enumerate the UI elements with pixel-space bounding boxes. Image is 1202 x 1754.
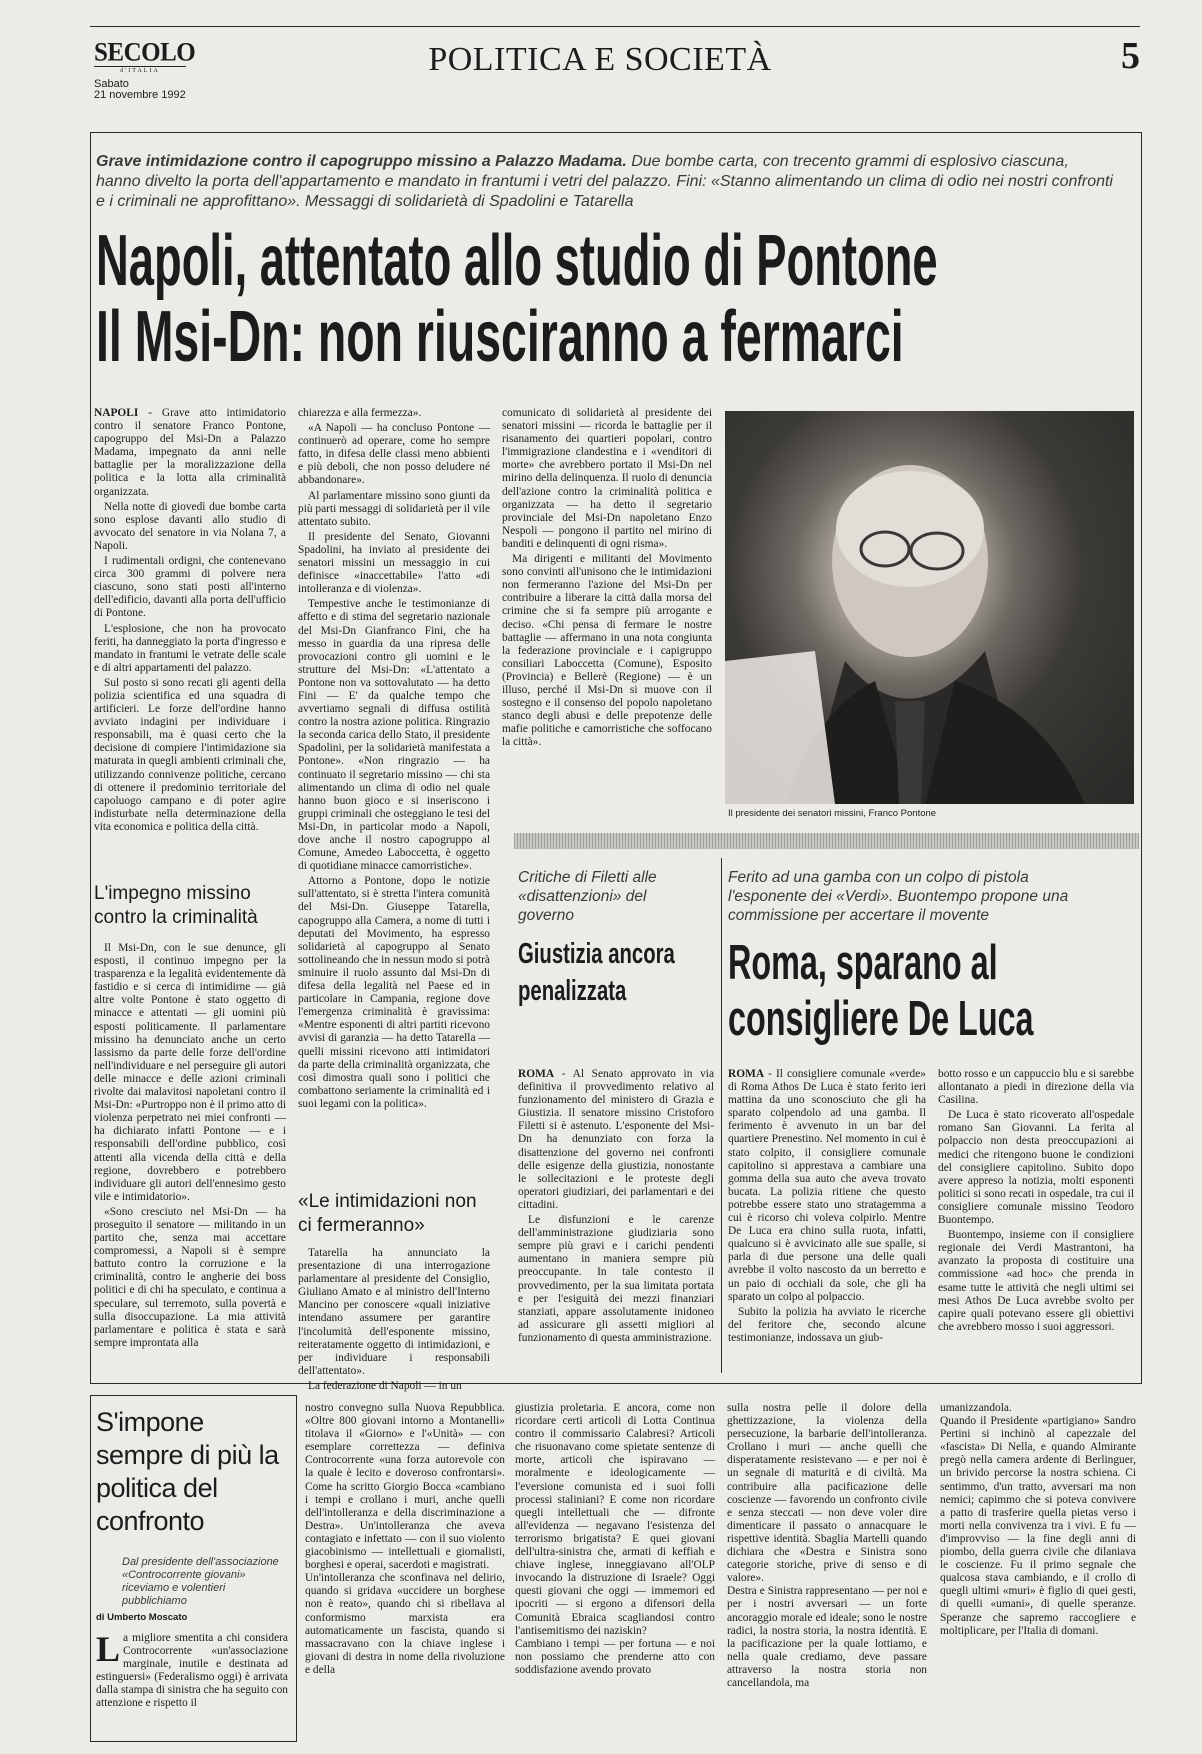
lead-kicker-bold: Grave intimidazione contro il capogruppo missino a Palazzo Madama. <box>96 153 627 170</box>
lead-paragraph: Sul posto si sono recati gli agenti della polizia scientifica ed una squadra di artificieri. Le forze dell'ordine hanno avviato indagini per individuare i responsabili, ma è quasi certo che la decisione di compiere l'intimidazione sia maturata in quegli ambienti criminali che, utilizzando connivenze politiche, cercano di ottenere il predominio territoriale del capoluogo campano e di poter agire indisturbate nella determinazione della vita economica e politica della città. <box>94 676 286 833</box>
roma-headline <box>728 935 1138 1047</box>
confronto-column-2: nostro convegno sulla Nuova Repubblica. «Oltre 800 giovani intorno a Montanelli» titolava il «Giorno» e l'«Unità» — con esemplare correttezza — definiva Controcorrente «una forza autorevole con la quale è lecito e doveroso confrontarsi». Come ha scritto Giorgio Bocca «cambiano i tempi e crollano i muri, anche quelli dell'intolleranza e della discriminazione a Destra». Un'intolleranza che aveva contagiato e infettato — con il suo violento giacobinismo — intellettuali e giornalisti, borghesi e operai, sacerdoti e magistrati. Un'intolleranza che sconfinava nel delirio, quando si gridava «uccidere un borghese non è reato», quando chi si ribellava al conformismo marxista era automaticamente un fascista, quando si massacravano con la chiave inglese i giovani di destra in nome della rivoluzione e della <box>305 1402 505 1676</box>
lead-dateline: NAPOLI <box>94 407 139 419</box>
giustizia-headline-text: Giustizia ancora penalizzata <box>518 938 675 1007</box>
lead-column-1b <box>94 942 286 1370</box>
lead-subhead-1: L'impegno missino contro la criminalità <box>94 883 258 928</box>
confronto-column-1 <box>96 1629 289 1736</box>
lead-paragraph: Al parlamentare missino sono giunti da più parti messaggi di solidarietà per il vile attentato subito. <box>298 489 491 528</box>
lead-kicker <box>96 152 1116 212</box>
roma-paragraph: Buontempo, insieme con il consigliere regionale dei Verdi Mastrantoni, ha avanzato la proposta di costituire una commissione «ad hoc» che prenda in esame tutte le attività che negli ultimi sei mesi Athos De Luca avrebbe svolto per capire quali potevano essere gli obiettivi che avrebbero mosso i suoi aggressori. <box>938 1229 1134 1333</box>
photo-caption: Il presidente dei senatori missini, Franco Pontone <box>728 808 937 819</box>
logo-subtext: d'ITALIA <box>94 66 186 75</box>
lead-subhead-2: «Le intimidazioni non ci fermeranno» <box>298 1191 477 1236</box>
roma-paragraph: De Luca è stato ricoverato all'ospedale romano San Giovanni. La ferita al polpaccio non desta preoccupazioni ai medici che ritengono buone le condizioni del consigliere capitolino. Subito dopo avere appreso la notizia, molti esponenti politici si sono recati in ospedale, tra cui il consigliere comunale missino Teodoro Buontempo. <box>938 1109 1134 1227</box>
confronto-column-4: sulla nostra pelle il dolore della ghettizzazione, la violenza della persecuzione, la barbarie dell'intolleranza. Crollano i muri — anche quelli che disperatamente resistevano — e per noi è un segnale di maturità e di civiltà. Ma contribuire alla pacificazione delle coscienze — favorendo un confronto civile e senza steccati — non deve voler dire dimenticare il passato o annacquare le rispettive identità. Sbaglia Martelli quando dichiara che «Destra e Sinistra sono categorie storiche, prive di senso e di valore». Destra e Sinistra rappresentano — per noi e per i nostri avversari — un forte ancoraggio morale ed ideale; sono le nostre radici, la nostra storia, la nostra identità. E la pacificazione per la quale lottiamo, e nella quale crediamo, deve passare attraverso la nostra storia non cancellandola, ma <box>727 1402 927 1689</box>
drop-cap: L <box>96 1629 121 1669</box>
roma-paragraph-text: - Il consigliere comunale «verde» di Roma Athos De Luca è stato ferito ieri mattina da uno sconosciuto che gli ha sparato colpendolo ad una gamba. Il ferimento è avvenuto in un bar del quartiere Prenestino. Nel momento in cui è stato colpito, il consigliere comunale capitolino si apprestava a cambiare una gomma della sua auto che aveva trovato bucata. La polizia ritiene che questo potrebbe essere stato uno stratagemma a cui è ricorso chi voleva colpirlo. Mentre De Luca era chino sulla ruota, infatti, qualcuno si è avvicinato alle sue spalle, si parla di due persone una delle quali avrebbe il volto nascosto da un berretto e un paio di occhiali da sole, che gli ha sparato un colpo al polpaccio. <box>728 1068 926 1303</box>
lead-paragraph: La federazione di Napoli — in un <box>308 1379 462 1392</box>
lead-paragraph: chiarezza e alla fermezza». <box>298 407 422 419</box>
giustizia-headline <box>518 936 688 1010</box>
giustizia-paragraph-text: - Al Senato approvato in via definitiva il provvedimento relativo al funzionamento del ministero di Grazia e Giustizia. Il senatore missino Cristoforo Filetti si è astenuto. L'esponente del Msi-Dn ha denunziato con forza la disattenzione del governo nei confronti delle esigenze della giustizia, nonostante le sollecitazioni e le proteste degli operatori giudiziari, dei parlamentari e dei cittadini. <box>518 1068 714 1211</box>
lead-headline-1 <box>96 221 1156 301</box>
lead-paragraph: Il Msi-Dn, con le sue denunce, gli esposti, il continuo impegno per la trasparenza e la legalità evidentemente dà fastidio e si cerca di intimidirne — già altre volte Pontone è stato oggetto di minacce e attentati — gli uomini più esposti politicamente. Il parlamentare missino ha denunciato anche un certo lassismo da parte delle forze dell'ordine nell'individuare e nel perseguire gli autori delle minacce e delle azioni criminali rivolte dai malavitosi napoletani contro il Msi-Dn: «Purtroppo non è il primo atto di violenza perpetrato nei miei confronti — ha dichiarato infatti Pontone — e i responsabili dell'ordine pubblico, così attenti alla vicenda della città e della regione, dovrebbero e potrebbero individuare gli autori dell'ennesimo gesto vile e intimidatorio». <box>94 942 286 1203</box>
lead-kicker-rest: Due bombe carta, con trecento grammi di esplosivo ciascuna, hanno divelto la porta dell'appartamento e mandato in frantumi i vetri del palazzo. Fini: «Stanno alimentando un clima di odio nei nostri confronti e i criminali ne approfittano». Messaggi di solidarietà di Spadolini e Tatarella <box>96 153 1113 210</box>
confronto-byline: di Umberto Moscato <box>96 1612 188 1623</box>
lead-paragraph: «Sono cresciuto nel Msi-Dn — ha proseguito il senatore — militando in un partito che, senza mai accettare compromessi, a Napoli si è sempre battuto contro la corruzione e la criminalità, contro le angherie dei boss politici e di chi ha speculato, e continua a speculare, sul terremoto, sulla povertà e sulla disoccupazione. La mia attività parlamentare e politica è stata e sarà sempre improntata alla <box>94 1205 286 1349</box>
roma-column-1 <box>728 1068 926 1373</box>
column-divider <box>721 858 722 1373</box>
lead-paragraph: Tempestive anche le testimonianze di affetto e di stima del segretario nazionale del Msi-Dn Gianfranco Fini, che ha messo in guardia da una ripresa delle provocazioni contro gli uomini e le strutture del Msi-Dn: «L'attentato a Pontone non va sottovalutato — ha detto Fini — E' da qualche tempo che avvertiamo segnali di diffusa ostilità contro la nostra azione politica. Ringrazio la seconda carica dello Stato, il presidente Spadolini, per la solidarietà manifestata a Pontone». «Non ringrazio — ha continuato il segretario missino — chi sta alimentando un clima di odio nel quale hanno buon gioco e si inseriscono i gruppi criminali che osteggiano le tesi del Msi-Dn, in particolar modo a Napoli, dove anche il nostro capogruppo al Comune, Amedeo Laboccetta, è oggetto di quotidiane minacce camorristiche». <box>298 598 490 873</box>
roma-paragraph <box>728 1068 926 1304</box>
roma-paragraph: botto rosso e un cappuccio blu e si sarebbe allontanato a piedi in direzione della via Casilina. <box>938 1068 1134 1107</box>
lead-paragraph: Ma dirigenti e militanti del Movimento sono convinti all'unisono che le intimidazioni non fermeranno l'azione del Msi-Dn per contribuire a liberare la città dalla morsa del crimine che si fa sempre più arrogante e deciso. «Chi pensa di fermare le nostre battaglie — affermano in una nota congiunta la federazione provinciale e i capigruppo consiliari Laboccetta (Comune), Esposito (Provincia) e Bellerè (Regione) — è un illuso, perché il Msi-Dn si muove con il sostegno e il consenso del popolo napoletano stanco degli abusi e delle prepotenze delle mafie politiche e camorristiche che soffocano la città». <box>502 553 712 749</box>
lead-column-1 <box>94 407 286 875</box>
roma-headline-text: Roma, sparano al consigliere De Luca <box>728 936 1034 1046</box>
lead-column-2b <box>298 1247 490 1392</box>
roma-kicker: Ferito ad una gamba con un colpo di pistola l'esponente dei «Verdi». Buontempo propone una commissione per accertare il movente <box>728 869 1069 924</box>
masthead-logo <box>94 40 194 75</box>
lead-paragraph: L'esplosione, che non ha provocato feriti, ha danneggiato la porta d'ingresso e mandato in frantumi le vetrate delle scale e di altri appartamenti del palazzo. <box>94 622 286 674</box>
lead-paragraph: comunicato di solidarietà al presidente dei senatori missini — ricorda le battaglie per il risanamento dei quartieri popolari, contro l'immigrazione clandestina e i «venditori di morte» che avrebbero portato il Msi-Dn nel mirino della delinquenza. Il ruolo di denuncia dell'azione contro la criminalità politica e organizzata — ha detto il segretario provinciale del Msi-Dn napoletano Enzo Nespoli — pongono il partito nel mirino di banditi e delinquenti di ogni risma». <box>502 407 712 550</box>
issue-date: 21 novembre 1992 <box>94 89 186 101</box>
confronto-kicker: Dal presidente dell'associazione «Controcorrente giovani» riceviamo e volentieri pubblichiamo <box>122 1556 279 1607</box>
page-number: 5 <box>1121 35 1140 77</box>
portrait-illustration <box>725 411 1134 804</box>
confronto-paragraph <box>96 1629 289 1711</box>
lead-paragraph: Tatarella ha annunciato la presentazione di una interrogazione parlamentare al presidente del Consiglio, Giuliano Amato e al ministro dell'Interno Mancino per conoscere «quali iniziative intendano assumere per garantire l'incolumità dell'esponente missino, reiteratamente oggetto di intimidazioni, e per individuare i responsabili dell'attentato». <box>298 1247 490 1377</box>
lead-headline-2-text: Il Msi-Dn: non riusciranno a fermarci <box>96 297 904 377</box>
lead-paragraph: I rudimentali ordigni, che contenevano circa 300 grammi di polvere nera ciascuno, sono stati posti all'interno dell'edificio, davanti alla porta dell'ufficio di Pontone. <box>94 555 286 620</box>
masthead-rule <box>90 26 1140 27</box>
lead-column-3 <box>502 407 712 825</box>
giustizia-paragraph <box>518 1068 714 1212</box>
lead-paragraph <box>94 407 286 499</box>
confronto-headline: S'impone sempre di più la politica del confronto <box>96 1407 279 1536</box>
lead-column-2 <box>298 407 490 1175</box>
issue-day: Sabato <box>94 78 129 90</box>
lead-paragraph: Attorno a Pontone, dopo le notizie sull'attentato, si è stretta l'intera comunità del Msi-Dn. Giuseppe Tatarella, capogruppo alla Camera, a nome di tutti i deputati del Movimento, ha espresso solidarietà al capogruppo al Senato sottolineando che in nessun modo si potrà sminuire il ruolo assunto dal Msi-Dn di difesa della legalità nel Paese ed in particolare in Campania, regione dove l'emergenza criminalità è gravissima: «Mentre esponenti di altri partiti ricevono avvisi di garanzia — ha detto Tatarella — quelli missini ricevono atti intimidatori da parte della criminalità organizzata, che così dimostra quali sono i politici che combattono seriamente la criminalità ed i suoi legami con la politica». <box>298 875 490 1110</box>
confronto-column-5: umanizzandola. Quando il Presidente «partigiano» Sandro Pertini si inchinò al capezzale del «fascista» Di Nella, e quando Almirante pregò nella camera ardente di Berlinguer, un brivido percorse la nostra schiena. Ci sentimmo, d'un tratto, avversari ma non nemici; capimmo che si poteva convivere a patto di trasferire quella pietas verso i morti nella convivenza tra i vivi. E fu — d'improvviso — la fine degli anni di piombo, della guerra civile che dilaniava le coscienze. Fu il primo segnale che qualcosa stava cambiando, e il crollo di quegli ultimi «muri» è figlio di quei gesti, di quelli «umani», di quelle speranze. Speranze che sapremo raccogliere e moltiplicare, per l'Italia di domani. <box>940 1402 1136 1637</box>
roma-paragraph: Subito la polizia ha avviato le ricerche del feritore che, secondo alcune testimonianze, indossava un giub- <box>728 1305 926 1344</box>
lead-paragraph: «A Napoli — ha concluso Pontone — continuerò ad operare, come ho sempre fatto, in difesa delle classi meno abbienti e più deboli, che non posso deludere né abbandonare». <box>298 422 490 487</box>
lead-headline-1-text: Napoli, attentato allo studio di Pontone <box>96 221 938 301</box>
lead-paragraph-text: - Grave atto intimidatorio contro il senatore Franco Pontone, capogruppo del Msi-Dn a Palazzo Madama, impegnato da anni nelle battaglie per la moralizzazione della politica e la lotta alla criminalità organizzata. <box>94 407 286 498</box>
section-title: POLITICA E SOCIETÀ <box>428 41 772 78</box>
lead-paragraph: Nella notte di giovedì due bombe carta sono esplose davanti allo studio di avvocato del senatore in via Nolana 7, a Napoli. <box>94 500 286 552</box>
lead-headline-2 <box>96 297 1156 377</box>
logo-text: SECOLO <box>94 38 196 67</box>
giustizia-body <box>518 1068 714 1373</box>
giustizia-paragraph: Le disfunzioni e le carenze dell'amministrazione giudiziaria sono sempre più gravi e i carichi pendenti aumentano in maniera sempre più preoccupante. In tale contesto il provvedimento, per la sua limitata portata e per l'esiguità dei mezzi finanziari stanziati, appare assolutamente inidoneo ad assicurare gli assetti migliori al funzionamento di questa amministrazione. <box>518 1214 714 1344</box>
roma-dateline: ROMA <box>728 1068 765 1080</box>
giustizia-kicker: Critiche di Filetti alle «disattenzioni» del governo <box>518 869 657 924</box>
confronto-column-3: giustizia proletaria. E ancora, come non ricordare certi articoli di Lotta Continua contro il commissario Calabresi? Articoli che risuonavano come spietate sentenze di morte, articoli che ispiravano — moralmente e ideologicamente — l'eversione comunista ed i suoi folli processi staliniani? E come non ricordare quegli intellettuali che — difronte all'evidenza — negavano l'esistenza del terrorismo brigatista? E quei giovani dell'ultra-sinistra che, armati di keffiah e chiave inglese, inneggiavano all'OLP invocando la distruzione di Israele? Oggi questi giovani che oggi — immemori ed ipocriti — si ergono a difensori della Comunità Ebraica scagliandosi contro l'antisemitismo dei naziskin? Cambiano i tempi — per fortuna — e noi non possiamo che prenderne atto con soddisfazione avendo provato <box>515 1402 715 1676</box>
roma-column-2 <box>938 1068 1134 1373</box>
giustizia-dateline: ROMA <box>518 1068 555 1080</box>
portrait-photo <box>725 411 1134 804</box>
confronto-paragraph-text: a migliore smentita a chi considera Controcorrente «un'associazione marginale, inutile e destinata ad estinguersi» (Federalismo oggi) è arrivata dalla stampa di sinistra che ha seguito con attenzione e rispetto il <box>96 1632 289 1710</box>
lead-paragraph: Il presidente del Senato, Giovanni Spadolini, ha inviato al presidente dei senatori missini un messaggio in cui definisce «inaccettabile» l'atto «di intolleranza e di violenza». <box>298 530 490 596</box>
section-separator-band <box>514 833 1139 849</box>
